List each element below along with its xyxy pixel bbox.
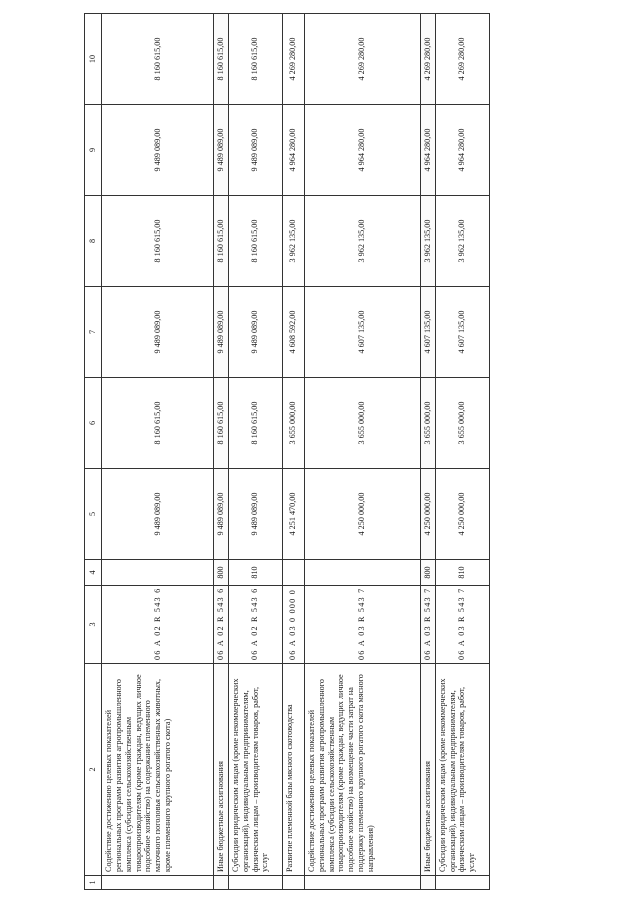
table-row <box>304 14 420 890</box>
col-header-4: 4 <box>85 560 102 586</box>
col-header-8: 8 <box>85 196 102 287</box>
amount-col6: 3 655 000,00 <box>420 378 435 469</box>
table-row <box>282 14 304 890</box>
item-code: 06 А 02 R 543 6 <box>102 586 214 664</box>
amount-col8: 3 962 135,00 <box>420 196 435 287</box>
amount-col9: 9 489 089,00 <box>228 105 282 196</box>
amount-col7: 9 489 089,00 <box>102 287 214 378</box>
amount-col9: 9 489 089,00 <box>214 105 229 196</box>
amount-col8: 8 160 615,00 <box>102 196 214 287</box>
amount-col8: 3 962 135,00 <box>282 196 304 287</box>
row-number <box>214 876 229 890</box>
amount-col6: 3 655 000,00 <box>435 378 489 469</box>
item-name: Содействие достижению целевых показателей региональных программ развития агропромышленного комплекса (субсидии сельскохозяйственным товаропроизводителям (кроме граждан, ведущих личное подсобное хозяйство) на содержание племенного маточного поголовья сельскохозяйственных животных, кроме племенного крупного рогатого скота) <box>102 664 214 876</box>
amount-col7: 4 607 135,00 <box>304 287 420 378</box>
amount-col8: 8 160 615,00 <box>214 196 229 287</box>
item-code: 06 А 03 0 000 0 <box>282 586 304 664</box>
table-row <box>435 14 489 890</box>
amount-col7: 4 607 135,00 <box>435 287 489 378</box>
expense-type <box>102 560 214 586</box>
item-code: 06 А 03 R 543 7 <box>420 586 435 664</box>
expense-type: 800 <box>420 560 435 586</box>
row-number <box>102 876 214 890</box>
expense-type: 810 <box>228 560 282 586</box>
col-header-7: 7 <box>85 287 102 378</box>
row-number <box>304 876 420 890</box>
table-row <box>420 14 435 890</box>
budget-table-rotated <box>84 14 477 890</box>
amount-col7: 9 489 089,00 <box>228 287 282 378</box>
column-number-row <box>85 14 102 890</box>
amount-col9: 4 964 280,00 <box>282 105 304 196</box>
item-name: Иные бюджетные ассигнования <box>420 664 435 876</box>
item-name: Иные бюджетные ассигнования <box>214 664 229 876</box>
amount-col6: 8 160 615,00 <box>102 378 214 469</box>
item-name: Субсидии юридическим лицам (кроме некоммерческих организаций), индивидуальным предпринимателям, физическим лицам – производителям товаров, работ, услуг <box>435 664 489 876</box>
amount-col5: 9 489 089,00 <box>228 469 282 560</box>
item-code: 06 А 02 R 543 6 <box>214 586 229 664</box>
amount-col10: 4 269 280,00 <box>304 14 420 105</box>
amount-col7: 9 489 089,00 <box>214 287 229 378</box>
budget-table <box>84 13 490 890</box>
amount-col7: 4 607 135,00 <box>420 287 435 378</box>
amount-col9: 9 489 089,00 <box>102 105 214 196</box>
amount-col5: 4 251 470,00 <box>282 469 304 560</box>
amount-col9: 4 964 280,00 <box>304 105 420 196</box>
amount-col8: 3 962 135,00 <box>304 196 420 287</box>
amount-col10: 8 160 615,00 <box>102 14 214 105</box>
row-number <box>228 876 282 890</box>
item-code: 06 А 03 R 543 7 <box>304 586 420 664</box>
amount-col10: 8 160 615,00 <box>214 14 229 105</box>
amount-col5: 4 250 000,00 <box>304 469 420 560</box>
amount-col10: 4 269 280,00 <box>282 14 304 105</box>
col-header-10: 10 <box>85 14 102 105</box>
expense-type <box>304 560 420 586</box>
item-code: 06 А 02 R 543 6 <box>228 586 282 664</box>
row-number <box>435 876 489 890</box>
expense-type: 800 <box>214 560 229 586</box>
amount-col7: 4 608 592,00 <box>282 287 304 378</box>
amount-col8: 3 962 135,00 <box>435 196 489 287</box>
expense-type <box>282 560 304 586</box>
amount-col9: 4 964 280,00 <box>435 105 489 196</box>
table-row <box>228 14 282 890</box>
row-number <box>282 876 304 890</box>
item-code: 06 А 03 R 543 7 <box>435 586 489 664</box>
amount-col5: 9 489 089,00 <box>214 469 229 560</box>
table-row <box>102 14 214 890</box>
amount-col9: 4 964 280,00 <box>420 105 435 196</box>
col-header-3: 3 <box>85 586 102 664</box>
amount-col6: 3 655 000,00 <box>304 378 420 469</box>
amount-col5: 9 489 089,00 <box>102 469 214 560</box>
amount-col8: 8 160 615,00 <box>228 196 282 287</box>
col-header-9: 9 <box>85 105 102 196</box>
col-header-2: 2 <box>85 664 102 876</box>
amount-col6: 8 160 615,00 <box>228 378 282 469</box>
expense-type: 810 <box>435 560 489 586</box>
table-row <box>214 14 229 890</box>
col-header-6: 6 <box>85 378 102 469</box>
item-name: Развитие племенной базы мясного скотоводства <box>282 664 304 876</box>
amount-col10: 8 160 615,00 <box>228 14 282 105</box>
amount-col5: 4 250 000,00 <box>435 469 489 560</box>
col-header-1: 1 <box>85 876 102 890</box>
item-name: Субсидии юридическим лицам (кроме некоммерческих организаций), индивидуальным предпринимателям, физическим лицам – производителям товаров, работ, услуг <box>228 664 282 876</box>
amount-col6: 3 655 000,00 <box>282 378 304 469</box>
row-number <box>420 876 435 890</box>
amount-col10: 4 269 280,00 <box>435 14 489 105</box>
col-header-5: 5 <box>85 469 102 560</box>
amount-col6: 8 160 615,00 <box>214 378 229 469</box>
amount-col10: 4 269 280,00 <box>420 14 435 105</box>
item-name: Содействие достижению целевых показателей региональных программ развития агропромышленного комплекса (субсидии сельскохозяйственным товаропроизводителям (кроме граждан, ведущих личное подсобное хозяйство) на возмещение части затрат на поддержку племенного крупного рогатого скота мясного направления) <box>304 664 420 876</box>
amount-col5: 4 250 000,00 <box>420 469 435 560</box>
